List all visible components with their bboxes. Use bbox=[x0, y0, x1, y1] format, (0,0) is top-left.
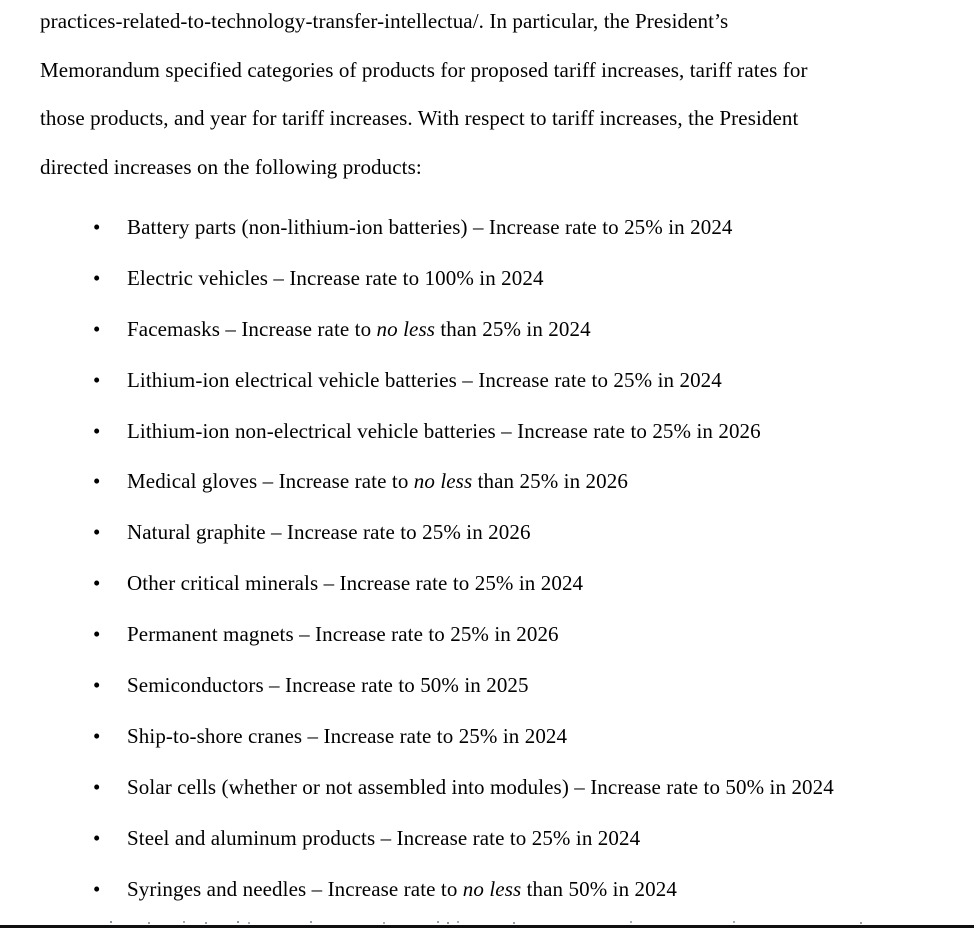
bullet-text: Ship-to-shore cranes – Increase rate to 25% in 2024 bbox=[127, 723, 568, 748]
bullet-text: Natural graphite – Increase rate to 25% in 2026 bbox=[127, 520, 531, 545]
bullet-marker-icon: • bbox=[93, 673, 101, 698]
tariff-list-item bbox=[0, 813, 834, 864]
tariff-list-item bbox=[0, 507, 834, 558]
bullet-marker-icon: • bbox=[93, 265, 101, 290]
bullet-text: Solar cells (whether or not assembled into modules) – Increase rate to 50% in 2024 bbox=[127, 774, 834, 799]
bullet-text: Semiconductors – Increase rate to 50% in 2025 bbox=[127, 673, 529, 698]
emphasized-text: no less bbox=[462, 876, 522, 901]
intro-line: practices-related-to-technology-transfer-intellectua/. In particular, the President’s bbox=[40, 9, 729, 33]
bullet-text: Permanent magnets – Increase rate to 25% in 2026 bbox=[127, 622, 559, 647]
bullet-text: Facemasks – Increase rate to bbox=[127, 316, 377, 341]
bullet-marker-icon: • bbox=[93, 520, 101, 545]
intro-line: Memorandum specified categories of products for proposed tariff increases, tariff rates for bbox=[40, 57, 808, 82]
bullet-marker-icon: • bbox=[93, 622, 101, 647]
bullet-marker-icon: • bbox=[93, 418, 101, 443]
bullet-text: Lithium-ion electrical vehicle batteries – Increase rate to 25% in 2024 bbox=[127, 367, 722, 392]
bullet-text: Battery parts (non-lithium-ion batteries) – Increase rate to 25% in 2024 bbox=[127, 215, 733, 239]
tariff-list-item bbox=[0, 864, 834, 915]
tariff-list-item bbox=[0, 762, 834, 813]
tariff-list-item bbox=[0, 253, 834, 304]
bullet-marker-icon: • bbox=[93, 316, 101, 341]
bullet-marker-icon: • bbox=[93, 723, 101, 748]
tariff-list-item bbox=[0, 660, 834, 711]
bullet-text: Lithium-ion non-electrical vehicle batteries – Increase rate to 25% in 2026 bbox=[127, 418, 761, 443]
tariff-list-item bbox=[0, 558, 834, 609]
intro-line: directed increases on the following products: bbox=[40, 155, 422, 180]
bullet-text: Steel and aluminum products – Increase rate to 25% in 2024 bbox=[127, 825, 641, 850]
intro-line: those products, and year for tariff increases. With respect to tariff increases, the President bbox=[40, 106, 799, 131]
clipped-text-fragments bbox=[0, 919, 974, 924]
bullet-text: Syringes and needles – Increase rate to bbox=[127, 876, 463, 901]
tariff-list-item bbox=[0, 609, 834, 660]
emphasized-text: no less bbox=[376, 316, 435, 341]
bullet-marker-icon: • bbox=[93, 367, 101, 392]
tariff-list-item bbox=[0, 456, 834, 507]
bullet-text: Electric vehicles – Increase rate to 100% in 2024 bbox=[127, 265, 544, 290]
bullet-marker-icon: • bbox=[93, 876, 101, 901]
bullet-marker-icon: • bbox=[93, 571, 101, 596]
tariff-list-item bbox=[0, 355, 834, 406]
tariff-list-item bbox=[0, 202, 834, 253]
tariff-bullet-list bbox=[0, 202, 834, 914]
bullet-text: Other critical minerals – Increase rate to 25% in 2024 bbox=[127, 571, 584, 596]
bullet-marker-icon: • bbox=[93, 215, 101, 239]
bottom-divider-line bbox=[0, 925, 974, 928]
emphasized-text: no less bbox=[413, 469, 473, 494]
tariff-list-item bbox=[0, 406, 834, 457]
bullet-text: than 25% in 2026 bbox=[472, 469, 628, 494]
tariff-list-item bbox=[0, 711, 834, 762]
bullet-marker-icon: • bbox=[93, 774, 101, 799]
bullet-marker-icon: • bbox=[93, 825, 101, 850]
bullet-marker-icon: • bbox=[93, 469, 101, 494]
bullet-text: Medical gloves – Increase rate to bbox=[127, 469, 414, 494]
intro-paragraph bbox=[40, 0, 808, 192]
bullet-text: than 25% in 2024 bbox=[435, 316, 591, 341]
tariff-list-item bbox=[0, 304, 834, 355]
bullet-text: than 50% in 2024 bbox=[521, 876, 677, 901]
